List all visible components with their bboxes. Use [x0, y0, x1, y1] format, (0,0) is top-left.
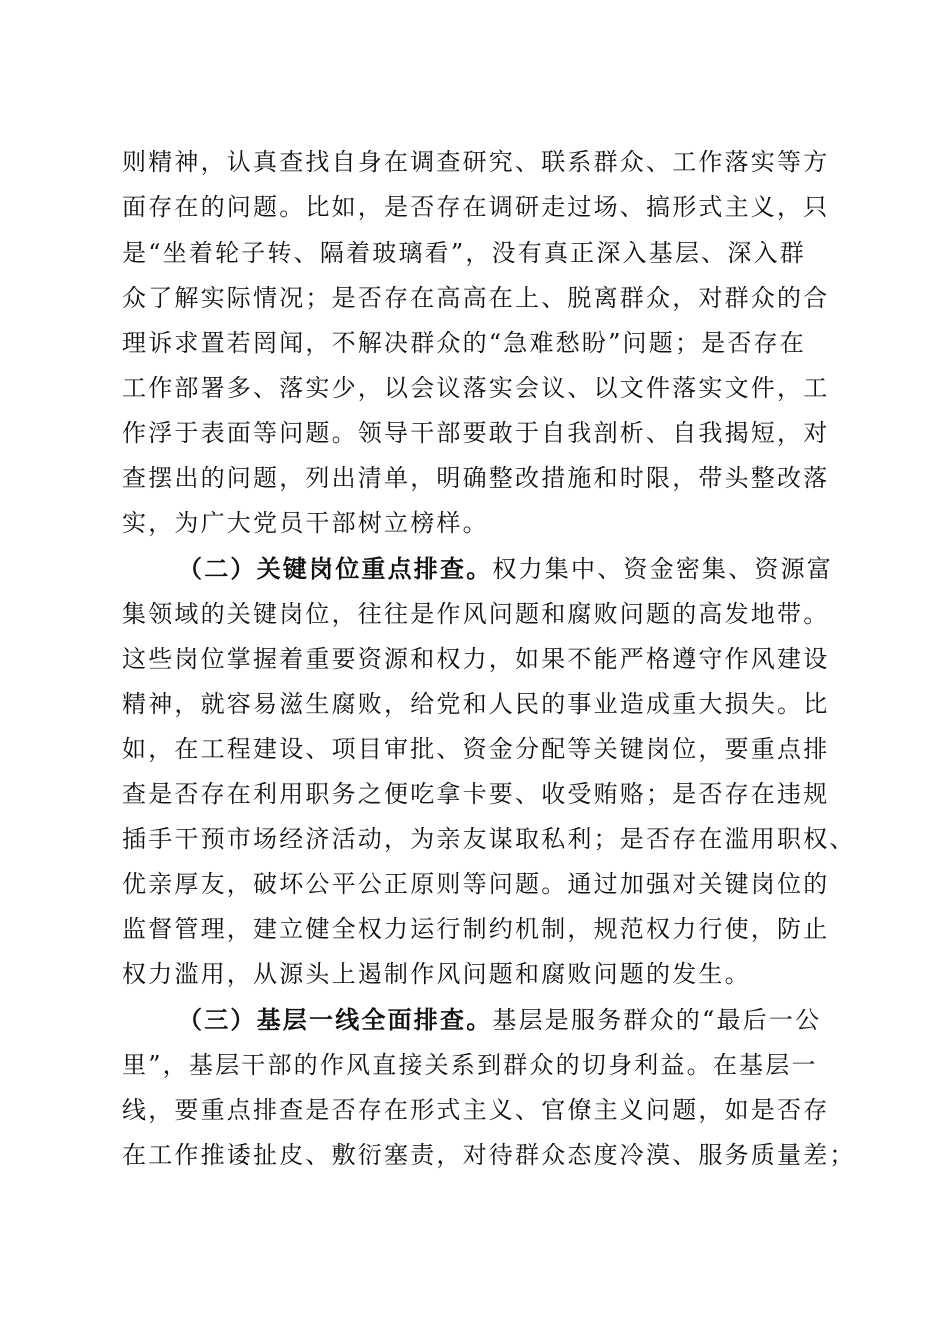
section-3-first-line: [178, 1003, 898, 1037]
section-2-heading: （二）关键岗位重点排查。: [178, 555, 493, 583]
paragraph-line: 权力滥用，从源头上遏制作风问题和腐败问题的发生。: [122, 960, 751, 988]
paragraph-line: 线，要重点排查是否存在形式主义、官僚主义问题，如是否存: [122, 1096, 830, 1124]
section-3-heading: （三）基层一线全面排查。: [178, 1006, 493, 1034]
paragraph-line: 里”，基层干部的作风直接关系到群众的切身利益。在基层一: [122, 1051, 818, 1079]
paragraph-line: 理诉求置若罔闻，不解决群众的“急难愁盼”问题；是否存在: [122, 329, 806, 357]
paragraph-line: 是“坐着轮子转、隔着玻璃看”，没有真正深入基层、深入群: [122, 239, 806, 267]
paragraph-line: 查摆出的问题，列出清单，明确整改措施和时限，带头整改落: [122, 464, 830, 492]
paragraph-line: 插手干预市场经济活动，为亲友谋取私利；是否存在滥用职权、: [122, 825, 856, 853]
paragraph-line: 优亲厚友，破坏公平公正原则等问题。通过加强对关键岗位的: [122, 870, 830, 898]
paragraph-line: 面存在的问题。比如，是否存在调研走过场、搞形式主义，只: [122, 193, 830, 221]
paragraph-line: 众了解实际情况；是否存在高高在上、脱离群众，对群众的合: [122, 284, 830, 312]
paragraph-line: 查是否存在利用职务之便吃拿卡要、收受贿赂；是否存在违规: [122, 780, 830, 808]
paragraph-line: 则精神，认真查找自身在调查研究、联系群众、工作落实等方: [122, 148, 830, 176]
paragraph-line: 这些岗位掌握着重要资源和权力，如果不能严格遵守作风建设: [122, 645, 830, 673]
paragraph-line: 监督管理，建立健全权力运行制约机制，规范权力行使，防止: [122, 915, 830, 943]
paragraph-line: 实，为广大党员干部树立榜样。: [122, 509, 489, 537]
section-2-text: 权力集中、资金密集、资源富: [492, 555, 834, 583]
section-2-first-line: [178, 552, 898, 586]
paragraph-line: 作浮于表面等问题。领导干部要敢于自我剖析、自我揭短，对: [122, 419, 830, 447]
paragraph-line: 在工作推诿扯皮、敷衍塞责，对待群众态度冷漠、服务质量差；: [122, 1141, 856, 1169]
paragraph-line: 集领域的关键岗位，往往是作风问题和腐败问题的高发地带。: [122, 600, 830, 628]
section-3-text: 基层是服务群众的“最后一公: [492, 1006, 822, 1034]
paragraph-line: 如，在工程建设、项目审批、资金分配等关键岗位，要重点排: [122, 735, 830, 763]
paragraph-line: 工作部署多、落实少，以会议落实会议、以文件落实文件，工: [122, 374, 830, 402]
paragraph-line: 精神，就容易滋生腐败，给党和人民的事业造成重大损失。比: [122, 690, 830, 718]
